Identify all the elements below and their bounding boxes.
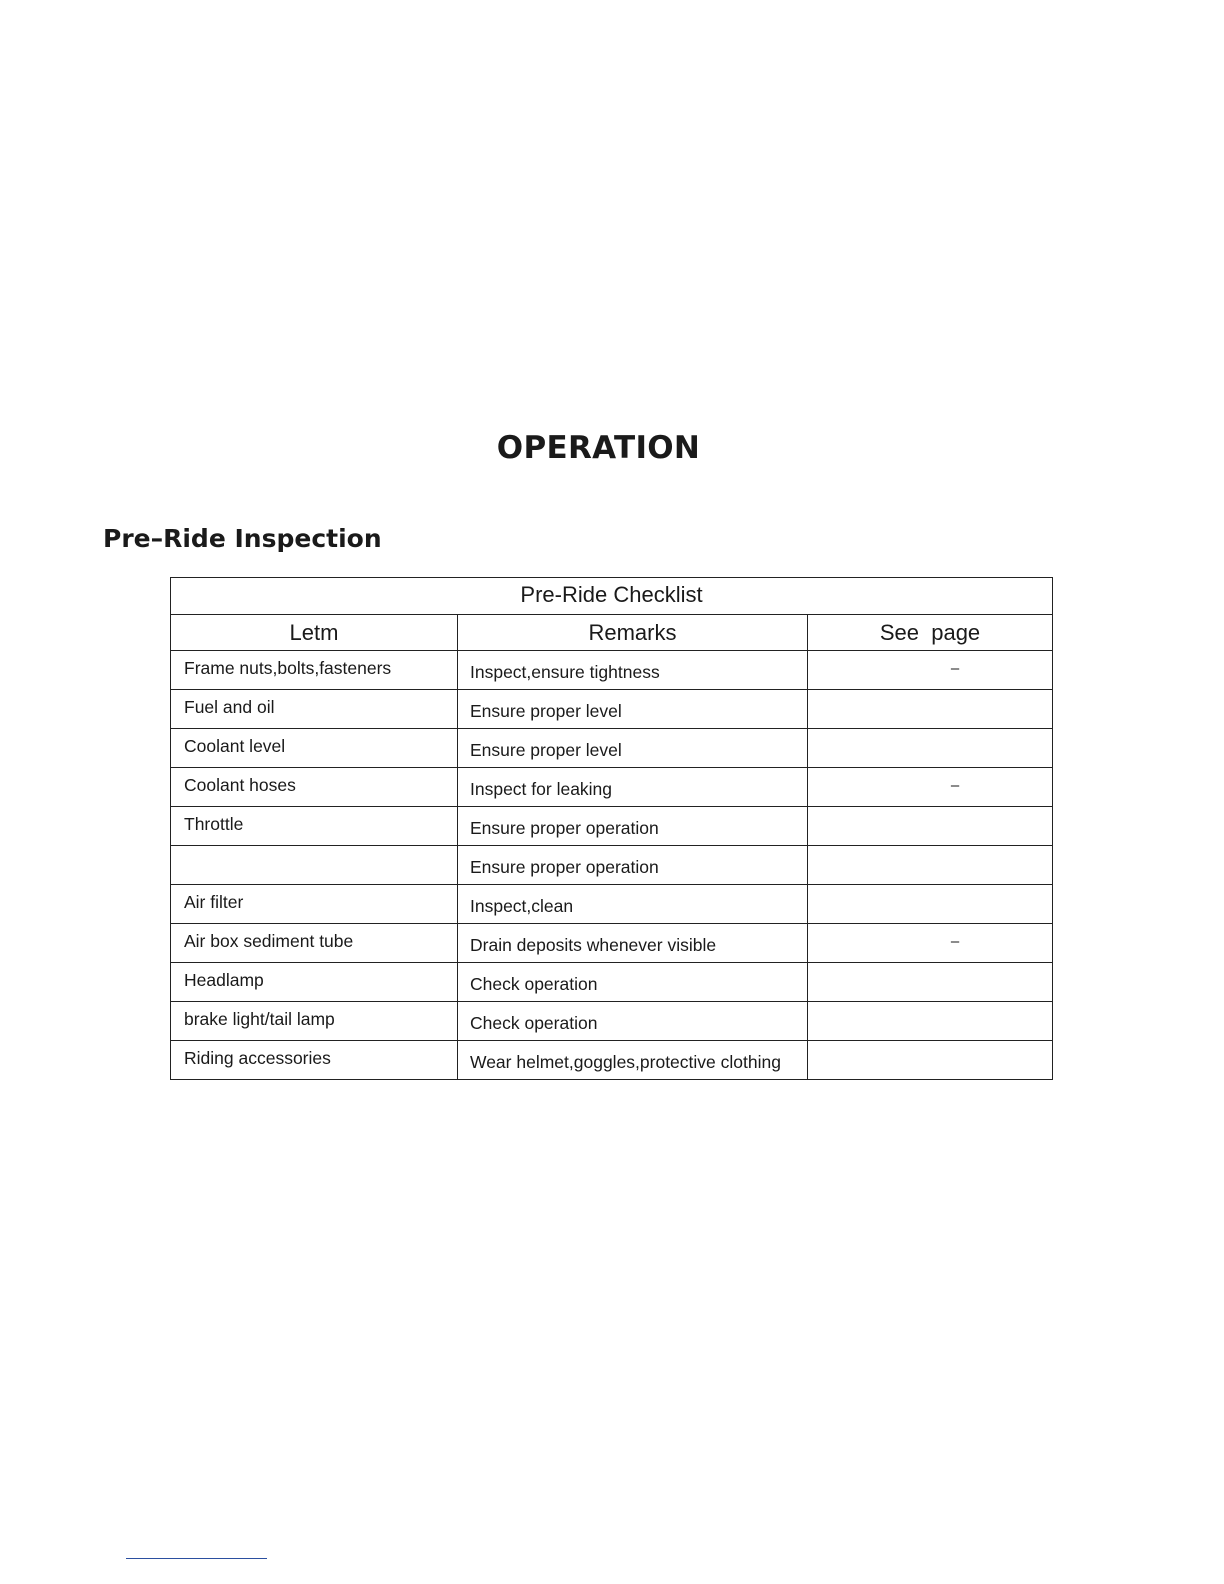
row-item-cell: Fuel and oil (171, 690, 458, 729)
pre-ride-checklist-table (170, 577, 1053, 1080)
column-header-item: Letm (171, 615, 458, 651)
row-item-cell: Throttle (171, 807, 458, 846)
row-see-page-cell: – (808, 924, 1053, 963)
row-item-cell: brake light/tail lamp (171, 1002, 458, 1041)
row-item-cell: Air box sediment tube (171, 924, 458, 963)
row-see-page-cell (808, 729, 1053, 768)
row-item-cell: Coolant level (171, 729, 458, 768)
row-remarks-cell: Check operation (458, 1002, 808, 1041)
row-see-page-cell (808, 1041, 1053, 1080)
table-row (171, 924, 1053, 963)
column-header-remarks: Remarks (458, 615, 808, 651)
row-item-cell (171, 846, 458, 885)
row-item-cell: Coolant hoses (171, 768, 458, 807)
row-remarks-cell: Drain deposits whenever visible (458, 924, 808, 963)
table-row (171, 1041, 1053, 1080)
row-item-cell: Frame nuts,bolts,fasteners (171, 651, 458, 690)
table-caption-row (171, 578, 1053, 615)
page-title: OPERATION (496, 430, 701, 466)
row-remarks-cell: Inspect,ensure tightness (458, 651, 808, 690)
column-header-see-page: See page (808, 615, 1053, 651)
row-item-cell: Air filter (171, 885, 458, 924)
table-header-row (171, 615, 1053, 651)
table-row (171, 846, 1053, 885)
table-row (171, 768, 1053, 807)
row-see-page-cell (808, 1002, 1053, 1041)
row-item-cell: Riding accessories (171, 1041, 458, 1080)
row-see-page-cell: – (808, 768, 1053, 807)
row-item-cell: Headlamp (171, 963, 458, 1002)
row-see-page-cell (808, 885, 1053, 924)
table-row (171, 807, 1053, 846)
row-remarks-cell: Check operation (458, 963, 808, 1002)
table-row (171, 1002, 1053, 1041)
row-remarks-cell: Ensure proper operation (458, 846, 808, 885)
row-see-page-cell (808, 846, 1053, 885)
row-see-page-cell (808, 807, 1053, 846)
row-remarks-cell: Ensure proper level (458, 690, 808, 729)
row-remarks-cell: Inspect for leaking (458, 768, 808, 807)
footer-rule (126, 1558, 267, 1559)
table-row (171, 885, 1053, 924)
row-see-page-cell: – (808, 651, 1053, 690)
row-remarks-cell: Ensure proper level (458, 729, 808, 768)
row-see-page-cell (808, 690, 1053, 729)
row-remarks-cell: Wear helmet,goggles,protective clothing (458, 1041, 808, 1080)
table-caption: Pre-Ride Checklist (171, 578, 1053, 615)
table-row (171, 963, 1053, 1002)
row-remarks-cell: Ensure proper operation (458, 807, 808, 846)
row-see-page-cell (808, 963, 1053, 1002)
row-remarks-cell: Inspect,clean (458, 885, 808, 924)
table-row (171, 651, 1053, 690)
table-row (171, 690, 1053, 729)
table-row (171, 729, 1053, 768)
section-heading: Pre–Ride Inspection (103, 524, 382, 553)
